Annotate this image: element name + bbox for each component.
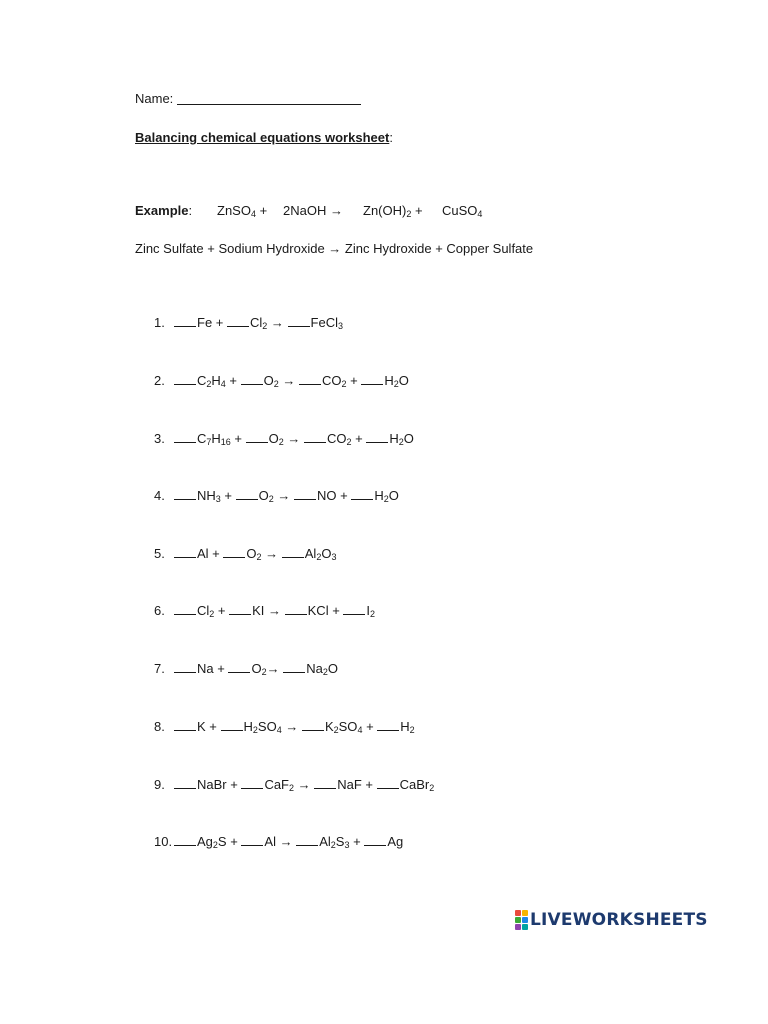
formula-text: O (258, 488, 269, 503)
formula-text: Al → (264, 834, 297, 849)
formula-text: K (324, 719, 334, 734)
formula-text: Na (306, 661, 323, 676)
question-6 (154, 603, 375, 618)
subscript: 2 (383, 494, 389, 504)
subscript: 2 (322, 667, 328, 677)
coefficient-blank[interactable] (174, 498, 196, 500)
question-2 (154, 373, 409, 388)
formula-text: Ag (387, 834, 404, 849)
formula-text: → (261, 546, 282, 561)
subscript: 3 (215, 494, 221, 504)
example-term-naoh: 2NaOH → (283, 203, 343, 218)
subscript: 2 (346, 437, 352, 447)
question-3 (154, 431, 414, 446)
subscript: 2 (370, 609, 376, 619)
formula-text: Fe + (197, 315, 227, 330)
formula-text: O (388, 488, 399, 503)
formula-text: S + (217, 834, 242, 849)
subscript: 3 (344, 840, 350, 850)
subscript: 2 (393, 379, 399, 389)
coefficient-blank[interactable] (296, 844, 318, 846)
title-colon: : (389, 130, 393, 145)
example-znso: ZnSO (217, 203, 251, 218)
formula-text: CO (327, 431, 347, 446)
subscript: 2 (278, 437, 284, 447)
subscript: 2 (330, 840, 336, 850)
coefficient-blank[interactable] (288, 325, 310, 327)
formula-text: O (398, 373, 409, 388)
subscript: 2 (261, 667, 267, 677)
formula-text: → (267, 315, 288, 330)
formula-text: CaBr (399, 777, 430, 792)
coefficient-blank[interactable] (364, 844, 386, 846)
subscript: 2 (429, 783, 435, 793)
coefficient-blank[interactable] (377, 729, 399, 731)
formula-text: O (246, 546, 257, 561)
formula-text: Na + (197, 661, 229, 676)
question-4 (154, 488, 399, 503)
coefficient-blank[interactable] (174, 729, 196, 731)
question-number: 10. (154, 834, 173, 849)
example-label-colon: : (188, 203, 193, 218)
example-word-equation: Zinc Sulfate + Sodium Hydroxide → Zinc Hydroxide + Copper Sulfate (135, 241, 534, 256)
formula-text: + (220, 488, 236, 503)
subscript: 16 (220, 437, 231, 447)
example-cuso: CuSO (442, 203, 478, 218)
formula-text: → (283, 431, 305, 446)
logo-square (522, 910, 528, 916)
formula-text: H (374, 488, 384, 503)
formula-text: Al (304, 546, 317, 561)
coefficient-blank[interactable] (227, 325, 249, 327)
subscript: 2 (341, 379, 347, 389)
coefficient-blank[interactable] (174, 844, 196, 846)
subscript: 2 (262, 321, 268, 331)
formula-text: NaF + (337, 777, 377, 792)
formula-text: NaBr + (197, 777, 242, 792)
formula-text: H (389, 431, 399, 446)
coefficient-blank[interactable] (366, 441, 388, 443)
logo-square (515, 924, 521, 930)
formula-text: → (273, 488, 294, 503)
example-term-znoh2 (363, 203, 423, 218)
formula-text: → (294, 777, 315, 792)
formula-text: SO (338, 719, 358, 734)
formula-text: + (346, 373, 362, 388)
subscript: 4 (220, 379, 226, 389)
coefficient-blank[interactable] (223, 556, 245, 558)
coefficient-blank[interactable] (343, 613, 365, 615)
logo-square (522, 924, 528, 930)
liveworksheets-logo (515, 910, 708, 930)
formula-text: → (281, 719, 302, 734)
coefficient-blank[interactable] (174, 325, 196, 327)
formula-text: + (362, 719, 378, 734)
formula-text: H (211, 373, 221, 388)
question-number: 5. (154, 546, 165, 561)
coefficient-blank[interactable] (229, 613, 251, 615)
subscript: 2 (209, 609, 215, 619)
example-znoh-sub: 2 (406, 209, 412, 219)
coefficient-blank[interactable] (361, 383, 383, 385)
example-label (135, 203, 192, 218)
formula-text: + (351, 431, 367, 446)
example-term-znso4 (217, 203, 267, 218)
formula-text: O (268, 431, 279, 446)
formula-text: → (278, 373, 300, 388)
formula-text: Cl (197, 603, 210, 618)
subscript: 4 (276, 725, 282, 735)
title-text: Balancing chemical equations worksheet (135, 130, 390, 145)
subscript: 2 (273, 379, 279, 389)
formula-text: CO (322, 373, 342, 388)
coefficient-blank[interactable] (221, 729, 243, 731)
coefficient-blank[interactable] (241, 844, 263, 846)
coefficient-blank[interactable] (174, 556, 196, 558)
subscript: 2 (256, 552, 262, 562)
formula-text: O (403, 431, 414, 446)
coefficient-blank[interactable] (299, 383, 321, 385)
formula-text: O (251, 661, 262, 676)
worksheet-title (135, 130, 393, 145)
brand-text: LIVEWORKSHEETS (530, 910, 708, 930)
coefficient-blank[interactable] (228, 671, 250, 673)
coefficient-blank[interactable] (174, 787, 196, 789)
formula-text: Cl (250, 315, 263, 330)
question-number: 2. (154, 373, 165, 388)
formula-text: CaF (264, 777, 289, 792)
example-label-text: Example (135, 203, 189, 218)
question-8 (154, 719, 415, 734)
formula-text: NO + (317, 488, 352, 503)
formula-text: O (263, 373, 274, 388)
logo-square (515, 917, 521, 923)
formula-text: SO (257, 719, 277, 734)
coefficient-blank[interactable] (314, 787, 336, 789)
coefficient-blank[interactable] (285, 613, 307, 615)
formula-text: + (225, 373, 241, 388)
coefficient-blank[interactable] (174, 441, 196, 443)
formula-text: NH (197, 488, 216, 503)
question-7 (154, 661, 338, 676)
formula-text: K + (197, 719, 221, 734)
question-number: 1. (154, 315, 165, 330)
formula-text: O (327, 661, 338, 676)
formula-text: S (335, 834, 345, 849)
coefficient-blank[interactable] (304, 441, 326, 443)
coefficient-blank[interactable] (294, 498, 316, 500)
coefficient-blank[interactable] (282, 556, 304, 558)
question-10 (154, 834, 403, 849)
coefficient-blank[interactable] (241, 787, 263, 789)
coefficient-blank[interactable] (236, 498, 258, 500)
formula-text: H (211, 431, 221, 446)
logo-grid-icon (515, 910, 528, 930)
question-1 (154, 315, 343, 330)
formula-text: O (321, 546, 332, 561)
subscript: 3 (337, 321, 343, 331)
formula-text: I (366, 603, 371, 618)
subscript: 7 (206, 437, 212, 447)
formula-text: Ag (197, 834, 213, 849)
example-term-cuso4 (442, 203, 482, 218)
formula-text: + (214, 603, 230, 618)
subscript: 2 (398, 437, 404, 447)
coefficient-blank[interactable] (174, 671, 196, 673)
coefficient-blank[interactable] (377, 787, 399, 789)
subscript: 2 (316, 552, 322, 562)
coefficient-blank[interactable] (246, 441, 268, 443)
formula-text: C (197, 373, 207, 388)
subscript: 4 (357, 725, 363, 735)
logo-square (515, 910, 521, 916)
formula-text: KI → (252, 603, 285, 618)
formula-text: Al (319, 834, 331, 849)
formula-text: C (197, 431, 207, 446)
example-cuso-sub: 4 (477, 209, 483, 219)
coefficient-blank[interactable] (283, 671, 305, 673)
question-5 (154, 546, 336, 561)
formula-text: KCl + (307, 603, 344, 618)
question-number: 8. (154, 719, 165, 734)
example-plus-1: + (255, 203, 268, 218)
formula-text: + (349, 834, 365, 849)
formula-text: H (243, 719, 253, 734)
name-label: Name: (135, 91, 174, 106)
subscript: 2 (206, 379, 212, 389)
formula-text: Al + (197, 546, 224, 561)
example-plus-2: + (411, 203, 423, 218)
question-number: 6. (154, 603, 165, 618)
coefficient-blank[interactable] (174, 383, 196, 385)
formula-text: → (266, 661, 284, 676)
example-znso-sub: 4 (250, 209, 256, 219)
question-9 (154, 777, 434, 792)
subscript: 2 (268, 494, 274, 504)
formula-text: FeCl (310, 315, 338, 330)
coefficient-blank[interactable] (241, 383, 263, 385)
coefficient-blank[interactable] (302, 729, 324, 731)
formula-text: H (384, 373, 394, 388)
logo-square (522, 917, 528, 923)
subscript: 3 (331, 552, 337, 562)
question-number: 4. (154, 488, 165, 503)
subscript: 2 (212, 840, 218, 850)
question-number: 9. (154, 777, 165, 792)
question-number: 7. (154, 661, 165, 676)
subscript: 2 (409, 725, 415, 735)
coefficient-blank[interactable] (174, 613, 196, 615)
formula-text: + (230, 431, 246, 446)
coefficient-blank[interactable] (351, 498, 373, 500)
subscript: 2 (333, 725, 339, 735)
subscript: 2 (289, 783, 295, 793)
question-number: 3. (154, 431, 165, 446)
example-znoh: Zn(OH) (363, 203, 407, 218)
formula-text: H (400, 719, 410, 734)
name-blank-line[interactable] (177, 104, 361, 105)
subscript: 2 (252, 725, 258, 735)
